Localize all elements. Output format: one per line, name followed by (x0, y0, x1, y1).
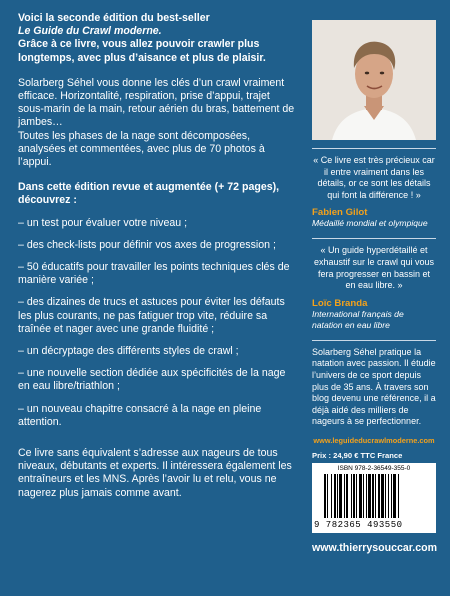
price-label: Prix : 24,90 € TTC France (312, 450, 403, 460)
paragraph-keys: Solarberg Séhel vous donne les clés d’un crawl vraiment efficace. Horizontalité, respiration, prise d’appui, trajet sous-marin de la main, retour aérien du bras, battement de jambes… (18, 76, 295, 129)
author-photo (312, 20, 436, 140)
paragraph-phases: Toutes les phases de la nage sont décomposées, analysées et commentées, avec plus de 70 photos à l’appui. (18, 129, 265, 169)
list-item: – des dizaines de trucs et astuces pour éviter les défauts les plus courants, ne pas fatiguer trop vite, réduire sa traînée et nager avec une grande fluidité ; (18, 296, 285, 335)
list-item: – un test pour évaluer votre niveau ; (18, 216, 188, 229)
barcode-digits: 9 782365 493550 (314, 519, 403, 530)
list-item: – 50 éducatifs pour travailler les points techniques clés de manière variée ; (18, 261, 290, 287)
feature-list (18, 217, 298, 429)
blog-url: www.leguideducrawlmoderne.com (313, 435, 435, 445)
intro-line: Voici la seconde édition du best-seller (18, 12, 210, 24)
quote-author-role: International français de natation en eau libre (312, 308, 404, 330)
list-item: – une nouvelle section dédiée aux spécificités de la nage en eau libre/triathlon ; (18, 367, 286, 393)
list-item: – des check-lists pour définir vos axes de progression ; (18, 238, 276, 251)
barcode-bars (324, 474, 424, 518)
book-title: Le Guide du Crawl moderne. (18, 25, 162, 38)
quote-author: Loïc Branda (312, 297, 368, 309)
intro-text: Grâce à ce livre, vous allez pouvoir crawler plus longtemps, avec plus d’aisance et plus de plaisir. (18, 38, 266, 64)
testimonial-1 (312, 149, 436, 229)
quote-author: Fabien Gilot (312, 207, 368, 219)
testimonial-2 (312, 239, 436, 330)
quote-author-role: Médaillé mondial et olympique (312, 218, 428, 229)
publisher-url: www.thierrysouccar.com (312, 541, 438, 554)
isbn-label: ISBN 978-2-36549-355-0 (337, 464, 411, 472)
closing-paragraph: Ce livre sans équivalent s’adresse aux nageurs de tous niveaux, débutants et experts. Il intéressera également les entraîneurs et les MNS. Après l’avoir lu et relu, vous ne nagerez plus jamais comme avant. (18, 447, 292, 499)
list-item: – un décryptage des différents styles de crawl ; (18, 345, 239, 358)
list-item: – un nouveau chapitre consacré à la nage en pleine attention. (18, 402, 262, 428)
author-bio: Solarberg Séhel pratique la natation avec passion. Il étudie l’univers de ce sport depuis plus de 35 ans. À travers son blog devenu une référence, il a déjà aidé des milliers de nageurs à se perfectionner. (312, 346, 436, 427)
quote-text: « Ce livre est très précieux car il entre vraiment dans les détails, or ce sont les détails qui font la différence ! » (313, 155, 435, 200)
section-heading: Dans cette édition revue et augmentée (+ 72 pages), découvrez : (18, 181, 280, 207)
back-cover-text (18, 12, 298, 500)
sidebar (312, 20, 436, 554)
barcode (312, 463, 436, 533)
quote-text: « Un guide hyperdétaillé et exhaustif sur le crawl qui vous fera progresser en bassin et en eau libre. » (313, 245, 435, 291)
